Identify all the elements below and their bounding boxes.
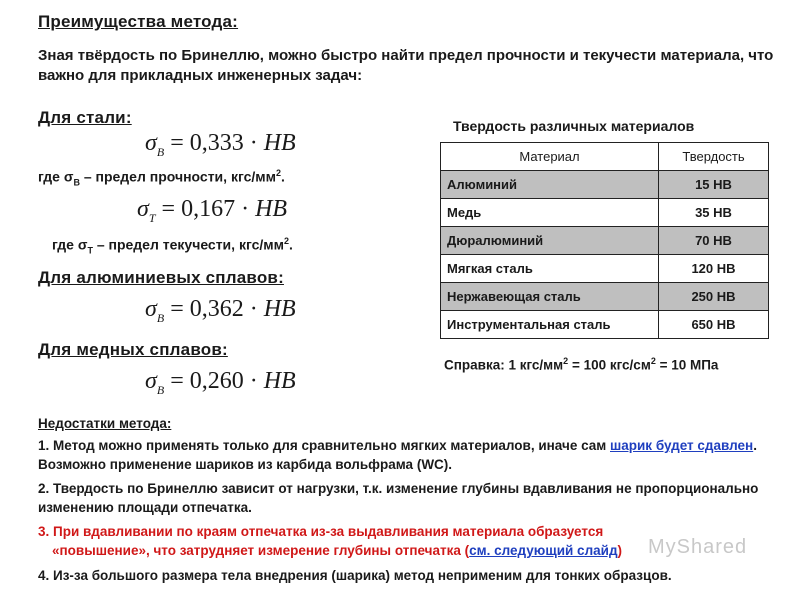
material-cell: Медь <box>441 199 659 227</box>
material-cell: Мягкая сталь <box>441 255 659 283</box>
table-header-hardness: Твердость <box>659 143 769 171</box>
steel-heading: Для стали: <box>38 108 132 127</box>
cons-heading: Недостатки метода: <box>38 416 172 431</box>
table-title: Твердость различных материалов <box>453 118 695 134</box>
aluminum-heading: Для алюминиевых сплавов: <box>38 268 284 287</box>
next-slide-link[interactable]: см. следующий слайд <box>469 543 618 558</box>
hardness-cell: 70 HB <box>659 227 769 255</box>
material-cell: Нержавеющая сталь <box>441 283 659 311</box>
material-cell: Алюминий <box>441 171 659 199</box>
hardness-cell: 650 HB <box>659 311 769 339</box>
hardness-table <box>440 142 769 339</box>
aluminum-formula: $\sigma_B = 0,362$ · HB <box>145 296 296 325</box>
cons-item-1: 1. Метод можно применять только для сравнительно мягких материалов, иначе сам шарик будет сдавлен. Возможно применение шариков из карбида вольфрама (WC). <box>38 438 757 472</box>
steel-yield-formula: $\sigma_T = 0,167$ · HB <box>137 196 288 225</box>
material-cell: Инструментальная сталь <box>441 311 659 339</box>
ball-deformation-link[interactable]: шарик будет сдавлен <box>610 438 754 453</box>
copper-heading: Для медных сплавов: <box>38 340 228 359</box>
intro-text: Зная твёрдость по Бринеллю, можно быстро найти предел прочности и текучести материала, что важно для прикладных инженерных задач: <box>38 47 774 84</box>
table-row <box>441 227 769 255</box>
watermark-text: MyShared <box>648 536 748 558</box>
cons-item-3: 3. При вдавливании по краям отпечатка из-за выдавливания материала образуется «повышение», что затрудняет измерение глубины отпечатка (см. следующий слайд) <box>38 524 623 558</box>
steel-strength-definition: где $\sigma_B$ – предел прочности, кгс/$мм^2$. <box>38 168 285 188</box>
hardness-cell: 35 HB <box>659 199 769 227</box>
table-row <box>441 283 769 311</box>
material-cell: Дюралюминий <box>441 227 659 255</box>
table-row <box>441 199 769 227</box>
unit-reference-note: Справка: 1 кгс/$мм^2 = 100$ кгс/$см^2 = 10$ МПа <box>444 356 719 373</box>
page-title: Преимущества метода: <box>38 12 239 31</box>
cons-item-2: 2. Твердость по Бринеллю зависит от нагрузки, т.к. изменение глубины вдавливания не пропорционально изменению площади отпечатка. <box>38 481 759 515</box>
table-row <box>441 311 769 339</box>
steel-strength-formula: $\sigma_B = 0,333$ · HB <box>145 130 296 159</box>
steel-yield-definition: где $\sigma_T$ – предел текучести, кгс/$мм^2$. <box>52 236 293 256</box>
hardness-cell: 250 HB <box>659 283 769 311</box>
table-row <box>441 171 769 199</box>
hardness-cell: 120 HB <box>659 255 769 283</box>
copper-formula: $\sigma_B = 0,260$ · HB <box>145 368 296 397</box>
cons-item-4: 4. Из-за большого размера тела внедрения (шарика) метод неприменим для тонких образцов. <box>38 568 672 583</box>
table-header-material: Материал <box>441 143 659 171</box>
hardness-cell: 15 HB <box>659 171 769 199</box>
table-row <box>441 255 769 283</box>
